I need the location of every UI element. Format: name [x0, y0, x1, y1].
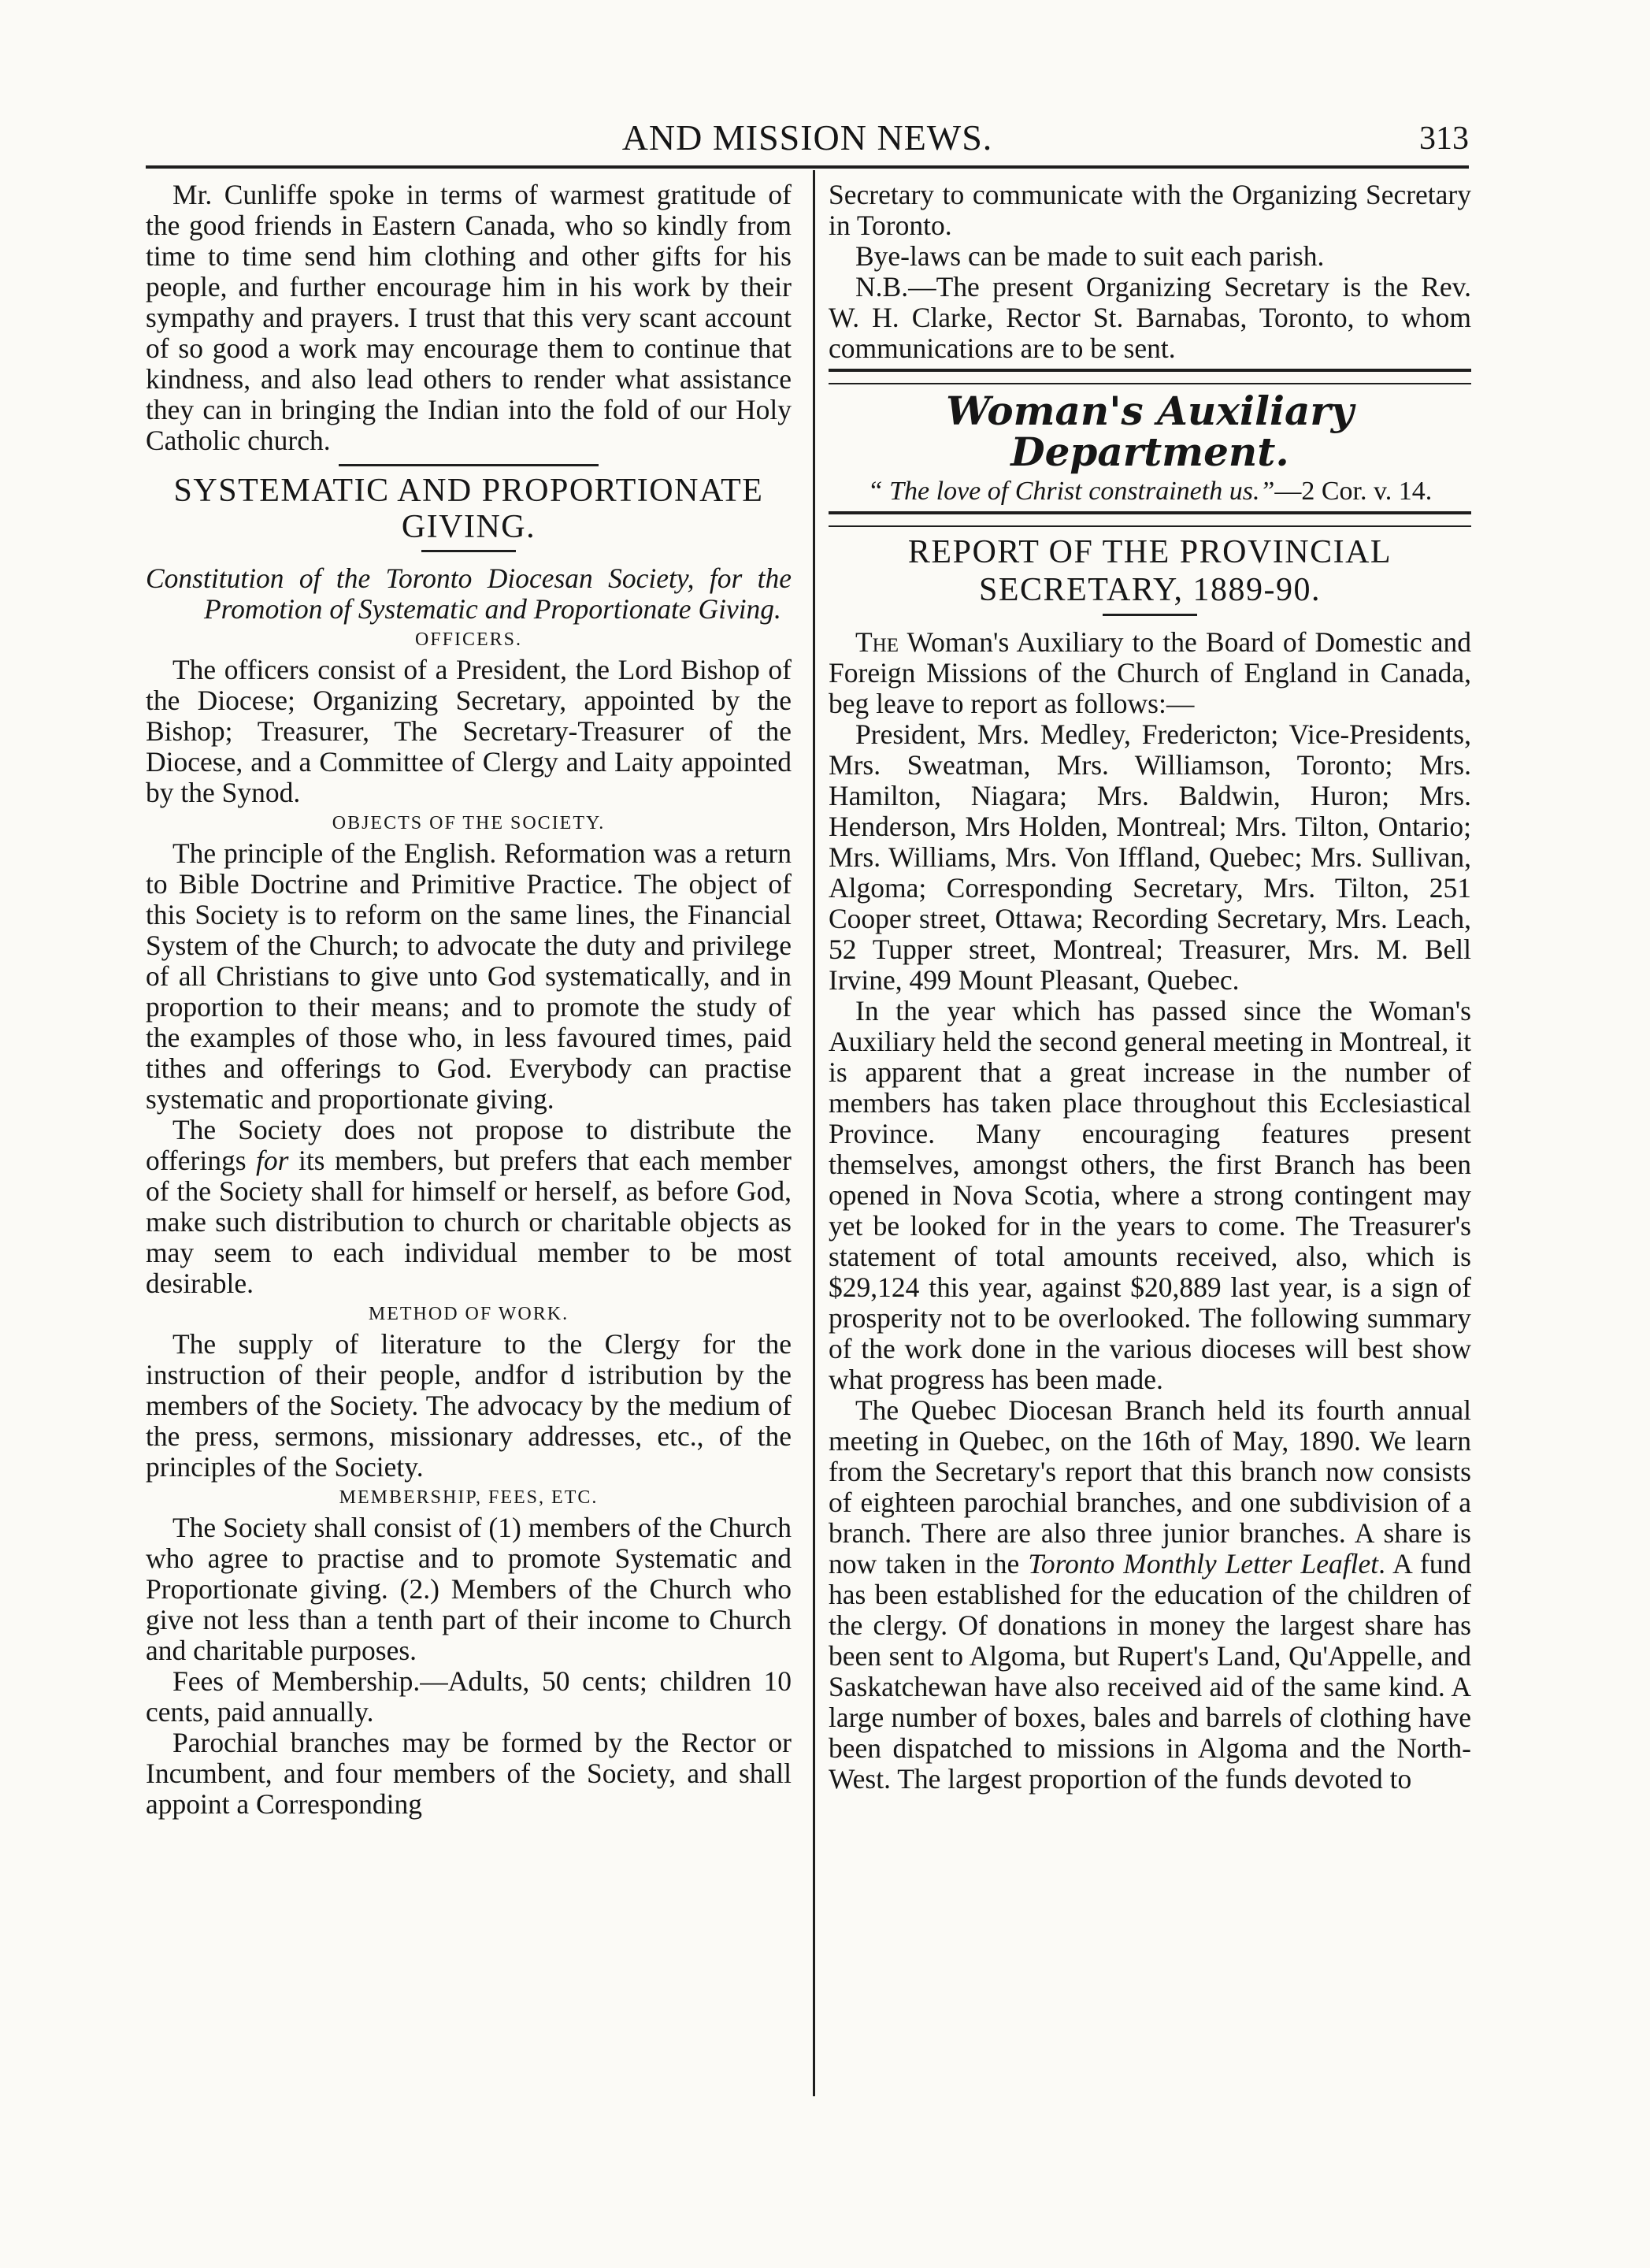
womans-auxiliary-title: Woman's Auxiliary Department.: [946, 388, 1354, 475]
intro-text: Woman's Auxiliary to the Board of Domestic and Foreign Missions of the Church of England in Canada, beg leave to report as follows:—: [829, 626, 1471, 719]
fees-paragraph: Fees of Membership.—Adults, 50 cents; children 10 cents, paid annually.: [146, 1665, 792, 1728]
heading-underline: [421, 550, 516, 552]
method-heading: METHOD OF WORK.: [368, 1304, 569, 1324]
method-paragraph: The supply of literature to the Clergy for the instruction of their people, andfor d istribution by the members of the Society. The advocacy by the medium of the press, sermons, missionary addresses, etc., of the principles of the Society.: [146, 1328, 792, 1483]
report-title: REPORT OF THE PROVINCIAL SECRETARY, 1889-90.: [907, 534, 1392, 608]
officers-list-paragraph: President, Mrs. Medley, Fredericton; Vice-Presidents, Mrs. Sweatman, Mrs. Williamson, Toronto; Mrs. Hamilton, Niagara; Mrs. Baldwin, Huron; Mrs. Henderson, Mrs Holden, Montreal; Mrs. Tilton, Ontario; Mrs. Williams, Mrs. Von Iffland, Quebec; Mrs. Sullivan, Algoma; Corresponding Secretary, Mrs. Tilton, 251 Cooper street, Ottawa; Recording Secretary, Mrs. Leach, 52 Tupper street, Montreal; Treasurer, Mrs. M. Bell Irvine, 499 Mount Pleasant, Quebec.: [829, 718, 1471, 996]
department-top-rule: [829, 369, 1471, 384]
quebec-paragraph: [829, 1395, 1471, 1795]
intro-lead-word: The: [855, 626, 899, 658]
distribution-text-a: The Society does not propose to distribute the offerings: [146, 1114, 792, 1176]
officers-heading: OFFICERS.: [414, 629, 523, 650]
column-rule: [813, 170, 815, 2096]
page-number: 313: [1419, 121, 1469, 157]
motto-reference: —2 Cor. v. 14.: [1274, 477, 1433, 506]
byelaws-paragraph: Bye-laws can be made to suit each parish.: [855, 240, 1325, 272]
constitution-title: Constitution of the Toronto Diocesan Society, for the Promotion of Systematic and Proportionate Giving.: [146, 562, 792, 625]
motto: [829, 476, 1471, 507]
officers-paragraph: The officers consist of a President, the Lord Bishop of the Diocese; Organizing Secretary, appointed by the Bishop; Treasurer, The Secretary-Treasurer of the Diocese, and a Committee of Clergy and Laity appointed by the Synod.: [146, 654, 792, 808]
nb-paragraph: N.B.—The present Organizing Secretary is the Rev. W. H. Clarke, Rector St. Barnabas, Toronto, to whom communications are to be sent.: [829, 271, 1471, 364]
year-paragraph: In the year which has passed since the Woman's Auxiliary held the second general meeting in Montreal, it is apparent that a great increase in the number of members has taken place throughout this Ecclesiastical Province. Many encouraging features present themselves, amongst others, the first Branch has been opened in Nova Scotia, where a strong contingent may yet be looked for in the years to come. The Treasurer's statement of total amounts received, also, which is $29,124 this year, against $20,889 last year, is a sign of prosperity not to be overlooked. The following summary of the work done in the various dioceses will best show what progress has been made.: [829, 995, 1471, 1395]
report-title-underline: [1103, 614, 1197, 616]
section-heading-systematic-giving: SYSTEMATIC AND PROPORTIONATE GIVING.: [173, 473, 764, 545]
distribution-italic-for: for: [256, 1145, 289, 1176]
motto-quote: “ The love of Christ constraineth us.”: [867, 477, 1275, 506]
parochial-paragraph: Parochial branches may be formed by the Rector or Incumbent, and four members of the Society, and shall appoint a Corresponding: [146, 1727, 792, 1820]
running-header: [146, 117, 1469, 164]
leaflet-title: Toronto Monthly Letter Leaflet: [1028, 1548, 1379, 1579]
header-rule: [146, 165, 1469, 169]
membership-heading: MEMBERSHIP, FEES, ETC.: [339, 1487, 599, 1508]
running-title: AND MISSION NEWS.: [621, 117, 993, 158]
distribution-paragraph: [146, 1115, 792, 1299]
distribution-text-b: its members, but prefers that each member of the Society shall for himself or herself, as before God, make such distribution to church or charitable objects as may seem to each individual member to be most desirable.: [146, 1145, 792, 1299]
department-bottom-rule: [829, 511, 1471, 527]
objects-paragraph: The principle of the English. Reformation was a return to Bible Doctrine and Primitive Practice. The object of this Society is to reform on the same lines, the Financial System of the Church; to advocate the duty and privilege of all Christians to give unto God systematically, and in proportion to their means; and to promote the study of the examples of those who, in less favoured times, paid tithes and offerings to God. Everybody can practise systematic and proportionate giving.: [146, 837, 792, 1115]
intro-paragraph: [829, 627, 1471, 719]
section-divider: [339, 464, 599, 466]
cunliffe-paragraph: Mr. Cunliffe spoke in terms of warmest gratitude of the good friends in Eastern Canada, who so kindly from time to time send him clothing and other gifts for his people, and further encourage him in his work by their sympathy and prayers. I trust that this very scant account of so good a work may encourage them to continue that kindness, and also lead others to render what assistance they can in bringing the Indian into the fold of our Holy Catholic church.: [146, 179, 792, 456]
right-column: [829, 180, 1471, 1795]
membership-paragraph: The Society shall consist of (1) members of the Church who agree to practise and to promote Systematic and Proportionate giving. (2.) Members of the Church who give not less than a tenth part of their income to Church and charitable purposes.: [146, 1512, 792, 1666]
quebec-text-a: The Quebec Diocesan Branch held its fourth annual meeting in Quebec, on the 16th of May, 1890. We learn from the Secretary's report that this branch now consists of eighteen parochial branches, and one subdivision of a branch. There are also three junior branches. A share is now taken in the: [829, 1394, 1471, 1579]
left-column: [146, 180, 792, 1820]
quebec-text-b: . A fund has been established for the education of the children of the clergy. Of donations in money the largest share has been sent to Algoma, but Rupert's Land, Qu'Appelle, and Saskatchewan have also received aid of the same kind. A large number of boxes, bales and barrels of clothing have been dispatched to missions in Algoma and the North-West. The largest proportion of the funds devoted to: [829, 1548, 1471, 1795]
continuation-paragraph: Secretary to communicate with the Organizing Secretary in Toronto.: [829, 179, 1471, 241]
objects-heading: OBJECTS OF THE SOCIETY.: [332, 813, 606, 833]
